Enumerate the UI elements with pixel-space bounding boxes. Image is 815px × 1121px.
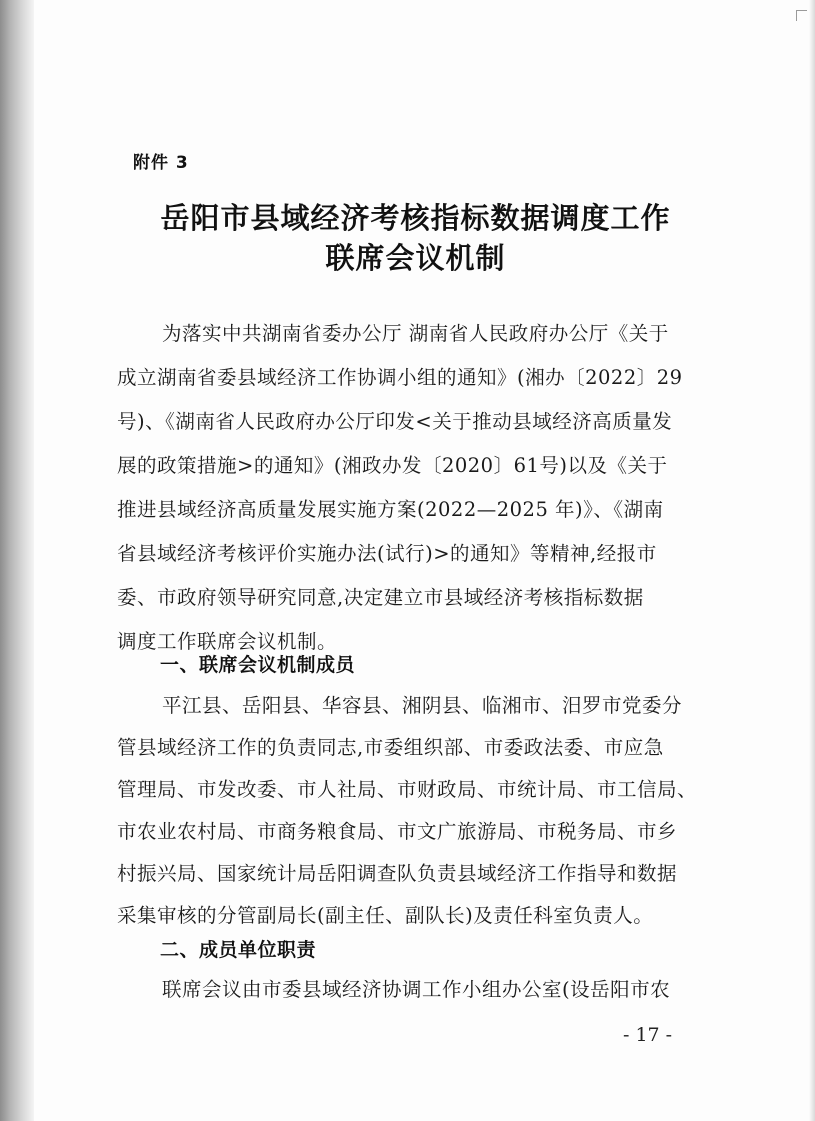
- intro-line: 省县域经济考核评价实施办法(试行)>的通知》等精神,经报市: [117, 542, 657, 565]
- title-line-1: 岳阳市县域经济考核指标数据调度工作: [160, 201, 671, 235]
- scan-corner-mark: [796, 10, 807, 21]
- section-1-heading: 一、联席会议机制成员: [160, 654, 356, 676]
- section-1-line: 采集审核的分管副局长(副主任、副队长)及责任科室负责人。: [117, 904, 654, 927]
- section-2-heading: 二、成员单位职责: [160, 939, 317, 961]
- intro-line: 调度工作联席会议机制。: [117, 630, 338, 653]
- section-1-line: 市农业农村局、市商务粮食局、市文广旅游局、市税务局、市乡: [117, 820, 678, 843]
- page-number: - 17 -: [623, 1024, 673, 1046]
- section-1-line: 管理局、市发改委、市人社局、市财政局、市统计局、市工信局、: [117, 778, 698, 801]
- intro-line: 展的政策措施>的通知》(湘政办发〔2020〕61号)以及《关于: [117, 454, 668, 477]
- intro-line: 委、市政府领导研究同意,决定建立市县域经济考核指标数据: [117, 586, 644, 609]
- intro-line: 为落实中共湖南省委办公厅 湖南省人民政府办公厅《关于: [162, 322, 669, 345]
- scan-shadow-left: [0, 0, 34, 1121]
- section-2-line: 联席会议由市委县域经济协调工作小组办公室(设岳阳市农: [162, 978, 671, 1001]
- intro-line: 成立湖南省委县域经济工作协调小组的通知》(湘办〔2022〕29: [117, 366, 683, 389]
- intro-line: 号)、《湖南省人民政府办公厅印发<关于推动县域经济高质量发: [117, 410, 673, 433]
- title-line-2: 联席会议机制: [325, 241, 506, 275]
- section-1-line: 村振兴局、国家统计局岳阳调查队负责县域经济工作指导和数据: [117, 862, 678, 885]
- intro-line: 推进县域经济高质量发展实施方案(2022—2025 年)》、《湖南: [117, 498, 664, 521]
- section-1-line: 平江县、岳阳县、华容县、湘阴县、临湘市、汨罗市党委分: [162, 694, 683, 717]
- attachment-label: 附件 3: [133, 153, 189, 173]
- scan-shadow-right: [809, 0, 815, 1121]
- section-1-line: 管县域经济工作的负责同志,市委组织部、市委政法委、市应急: [117, 736, 664, 759]
